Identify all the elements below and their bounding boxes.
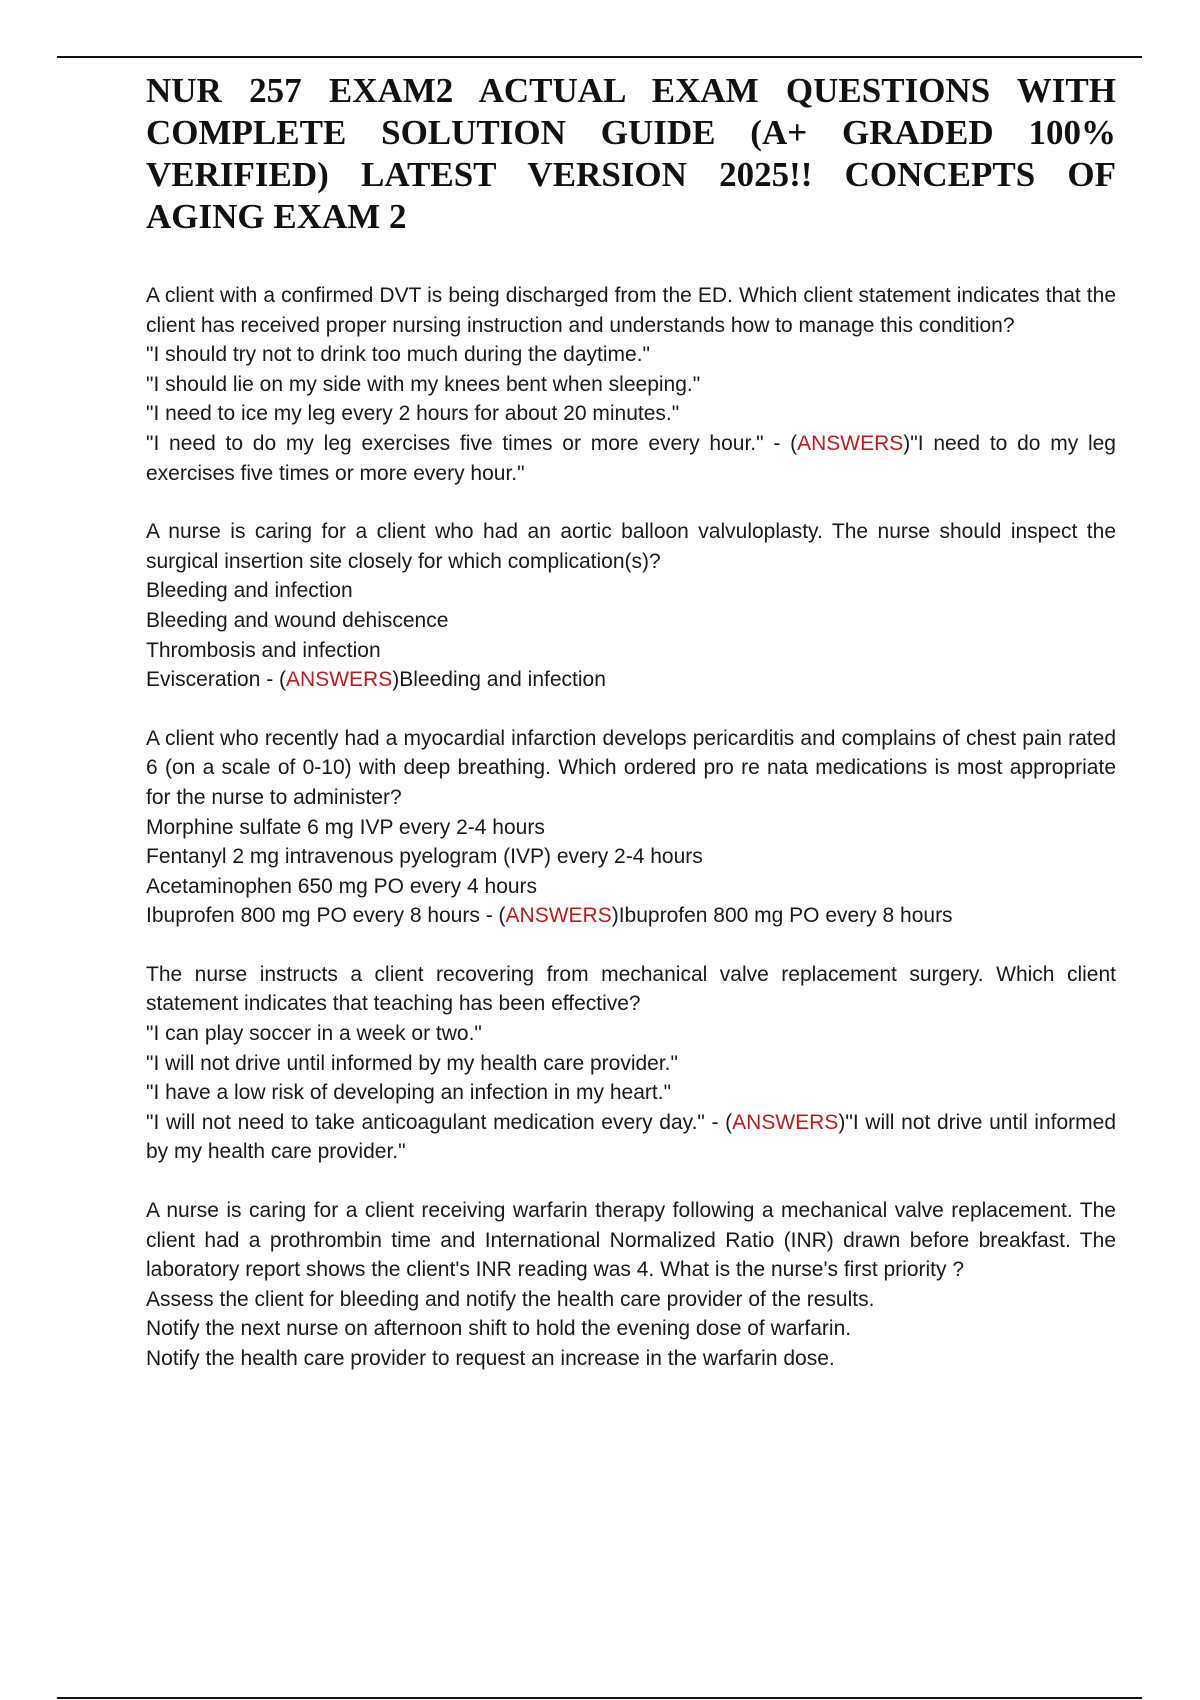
question-stem: A nurse is caring for a client receiving warfarin therapy following a mechanical valve replacement. The client had a prothrombin time and International Normalized Ratio (INR) drawn before breakfast. The laboratory report shows the client's INR reading was 4. What is the nurse's first priority ? bbox=[146, 1199, 1116, 1282]
option: "I will not need to take anticoagulant medication every day." bbox=[146, 1110, 705, 1134]
question-3 bbox=[146, 724, 1116, 931]
answer-close: ) bbox=[903, 431, 911, 455]
question-4 bbox=[146, 960, 1116, 1167]
answer-close: ) bbox=[838, 1110, 846, 1134]
answer-separator: - ( bbox=[704, 1110, 733, 1134]
question-5 bbox=[146, 1196, 1116, 1374]
option: Evisceration bbox=[146, 668, 261, 692]
option: "I should try not to drink too much during the daytime." bbox=[146, 343, 650, 367]
option: Bleeding and wound dehiscence bbox=[146, 608, 449, 632]
question-stem: The nurse instructs a client recovering from mechanical valve replacement surgery. Which client statement indicates that teaching has been effective? bbox=[146, 962, 1116, 1016]
option: "I will not drive until informed by my health care provider." bbox=[146, 1051, 678, 1075]
option: Fentanyl 2 mg intravenous pyelogram (IVP) every 2-4 hours bbox=[146, 845, 703, 869]
answer-separator: - ( bbox=[260, 668, 287, 692]
top-rule bbox=[57, 56, 1142, 58]
answer-close: ) bbox=[611, 904, 619, 928]
document-body bbox=[146, 70, 1116, 1403]
last-option-with-answer bbox=[146, 429, 1116, 488]
option: Ibuprofen 800 mg PO every 8 hours bbox=[146, 904, 480, 928]
answer-text: Ibuprofen 800 mg PO every 8 hours bbox=[618, 904, 953, 928]
document-title: NUR 257 EXAM2 ACTUAL EXAM QUESTIONS WITH COMPLETE SOLUTION GUIDE (A+ GRADED 100% VERIFIED) LATEST VERSION 2025!! CONCEPTS OF AGING EXAM 2 bbox=[146, 71, 1116, 236]
option: "I need to do my leg exercises five times or more every hour." bbox=[146, 431, 764, 455]
option: "I can play soccer in a week or two." bbox=[146, 1022, 482, 1046]
option: "I have a low risk of developing an infection in my heart." bbox=[146, 1081, 672, 1105]
bottom-rule bbox=[57, 1697, 1142, 1699]
answer-separator: - ( bbox=[763, 431, 798, 455]
option: Notify the health care provider to request an increase in the warfarin dose. bbox=[146, 1347, 835, 1370]
question-stem: A client with a confirmed DVT is being discharged from the ED. Which client statement indicates that the client has received proper nursing instruction and understands how to manage this condition? bbox=[146, 284, 1116, 337]
option: Thrombosis and infection bbox=[146, 638, 381, 662]
last-option-with-answer bbox=[146, 901, 1116, 931]
question-stem: A client who recently had a myocardial infarction develops pericarditis and complains of chest pain rated 6 (on a scale of 0-10) with deep breathing. Which ordered pro re nata medications is most appropriate for the nurse to administer? bbox=[146, 726, 1116, 809]
question-2 bbox=[146, 517, 1116, 695]
option: Assess the client for bleeding and notify the health care provider of the results. bbox=[146, 1287, 875, 1311]
last-option-with-answer bbox=[146, 1108, 1116, 1167]
question-1 bbox=[146, 281, 1116, 488]
answer-separator: - ( bbox=[479, 904, 506, 928]
option: Acetaminophen 650 mg PO every 4 hours bbox=[146, 874, 538, 898]
answer-text: "I need to do my leg exercises five times or more every hour." bbox=[146, 431, 1116, 485]
option: "I need to ice my leg every 2 hours for about 20 minutes." bbox=[146, 402, 680, 426]
question-stem: A nurse is caring for a client who had an aortic balloon valvuloplasty. The nurse should inspect the surgical insertion site closely for which complication(s)? bbox=[146, 520, 1116, 573]
answer-text: Bleeding and infection bbox=[399, 668, 606, 692]
answer-label: ANSWERS bbox=[732, 1110, 839, 1134]
answer-label: ANSWERS bbox=[286, 668, 393, 692]
answer-close: ) bbox=[392, 668, 400, 692]
answer-text: "I will not drive until informed by my health care provider." bbox=[146, 1110, 1117, 1164]
option: Morphine sulfate 6 mg IVP every 2-4 hours bbox=[146, 815, 545, 839]
answer-label: ANSWERS bbox=[797, 431, 904, 455]
last-option-with-answer bbox=[146, 665, 1116, 695]
option: Notify the next nurse on afternoon shift to hold the evening dose of warfarin. bbox=[146, 1317, 852, 1341]
option: "I should lie on my side with my knees bent when sleeping." bbox=[146, 372, 701, 396]
option: Bleeding and infection bbox=[146, 579, 353, 603]
answer-label: ANSWERS bbox=[505, 904, 612, 928]
